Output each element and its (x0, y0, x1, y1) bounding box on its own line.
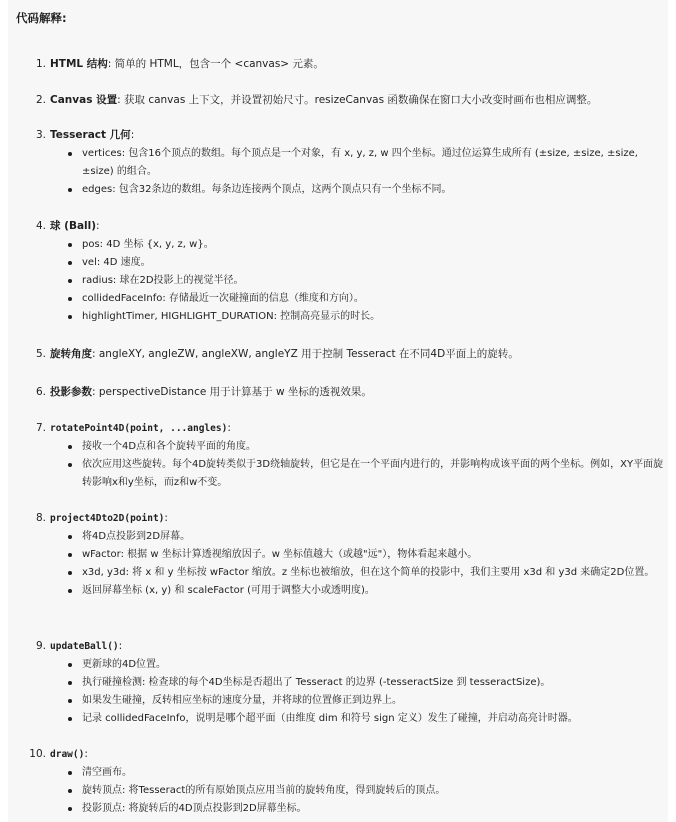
section-2-title: 2. Canvas 设置: 获取 canvas 上下文，并设置初始尺寸。resizeCanvas 函数确保在窗口大小改变时画布也相应调整。 (35, 94, 598, 106)
list-item: 如果发生碰撞，反转相应坐标的速度分量，并将球的位置修正到边界上。 (68, 692, 664, 710)
section-6-title: 6. 投影参数: perspectiveDistance 用于计算基于 w 坐标的透视效果。 (35, 386, 372, 398)
section-3-title: 3. Tesseract 几何: (35, 129, 135, 141)
list-item: 更新球的4D位置。 (68, 656, 664, 674)
page-heading: 代码解释: (16, 11, 67, 25)
section-4-list (68, 236, 664, 326)
list-item: edges: 包含32条边的数组。每条边连接两个顶点，这两个顶点只有一个坐标不同。 (68, 181, 664, 199)
list-item: x3d, y3d: 将 x 和 y 坐标按 wFactor 缩放。z 坐标也被缩放，但在这个简单的投影中，我们主要用 x3d 和 y3d 来确定2D位置。 (68, 564, 664, 582)
section-10-title: 10. draw(): (29, 748, 88, 760)
section-8-list (68, 528, 664, 600)
section-8-title: 8. project4Dto2D(point): (35, 512, 168, 524)
section-7-list (68, 438, 664, 492)
list-item: pos: 4D 坐标 {x, y, z, w}。 (68, 236, 664, 254)
list-item: wFactor: 根据 w 坐标计算透视缩放因子。w 坐标值越大（或越"远"），物体看起来越小。 (68, 546, 664, 564)
section-9-list (68, 656, 664, 728)
message-card (8, 0, 668, 822)
list-item: 投影顶点: 将旋转后的4D顶点投影到2D屏幕坐标。 (68, 800, 664, 818)
section-1-title: 1. HTML 结构: 简单的 HTML，包含一个 <canvas> 元素。 (35, 58, 324, 70)
list-item: 旋转顶点: 将Tesseract的所有原始顶点应用当前的旋转角度，得到旋转后的顶点。 (68, 782, 664, 800)
list-item: vel: 4D 速度。 (68, 254, 664, 272)
list-item: 依次应用这些旋转。每个4D旋转类似于3D绕轴旋转，但它是在一个平面内进行的，并影响构成该平面的两个坐标。例如，XY平面旋转影响x和y坐标，而z和w不变。 (68, 456, 664, 492)
section-7-title: 7. rotatePoint4D(point, ...angles): (35, 422, 231, 434)
section-9-title: 9. updateBall(): (35, 640, 123, 652)
list-item: 清空画布。 (68, 764, 664, 782)
section-5-title: 5. 旋转角度: angleXY, angleZW, angleXW, angleYZ 用于控制 Tesseract 在不同4D平面上的旋转。 (35, 348, 519, 360)
list-item: 记录 collidedFaceInfo，说明是哪个超平面（由维度 dim 和符号 sign 定义）发生了碰撞，并启动高亮计时器。 (68, 710, 664, 728)
list-item: highlightTimer, HIGHLIGHT_DURATION: 控制高亮显示的时长。 (68, 308, 664, 326)
list-item: vertices: 包含16个顶点的数组。每个顶点是一个对象，有 x, y, z, w 四个坐标。通过位运算生成所有 (±size, ±size, ±size, ±size) 的组合。 (68, 145, 664, 181)
list-item: 接收一个4D点和各个旋转平面的角度。 (68, 438, 664, 456)
list-item: 执行碰撞检测: 检查球的每个4D坐标是否超出了 Tesseract 的边界 (-tesseractSize 到 tesseractSize)。 (68, 674, 664, 692)
section-10-list (68, 764, 664, 818)
section-3-list (68, 145, 664, 199)
section-4-title: 4. 球 (Ball): (35, 220, 100, 232)
list-item: 将4D点投影到2D屏幕。 (68, 528, 664, 546)
list-item: radius: 球在2D投影上的视觉半径。 (68, 272, 664, 290)
list-item: collidedFaceInfo: 存储最近一次碰撞面的信息（维度和方向）。 (68, 290, 664, 308)
list-item: 返回屏幕坐标 (x, y) 和 scaleFactor (可用于调整大小或透明度)。 (68, 582, 664, 600)
